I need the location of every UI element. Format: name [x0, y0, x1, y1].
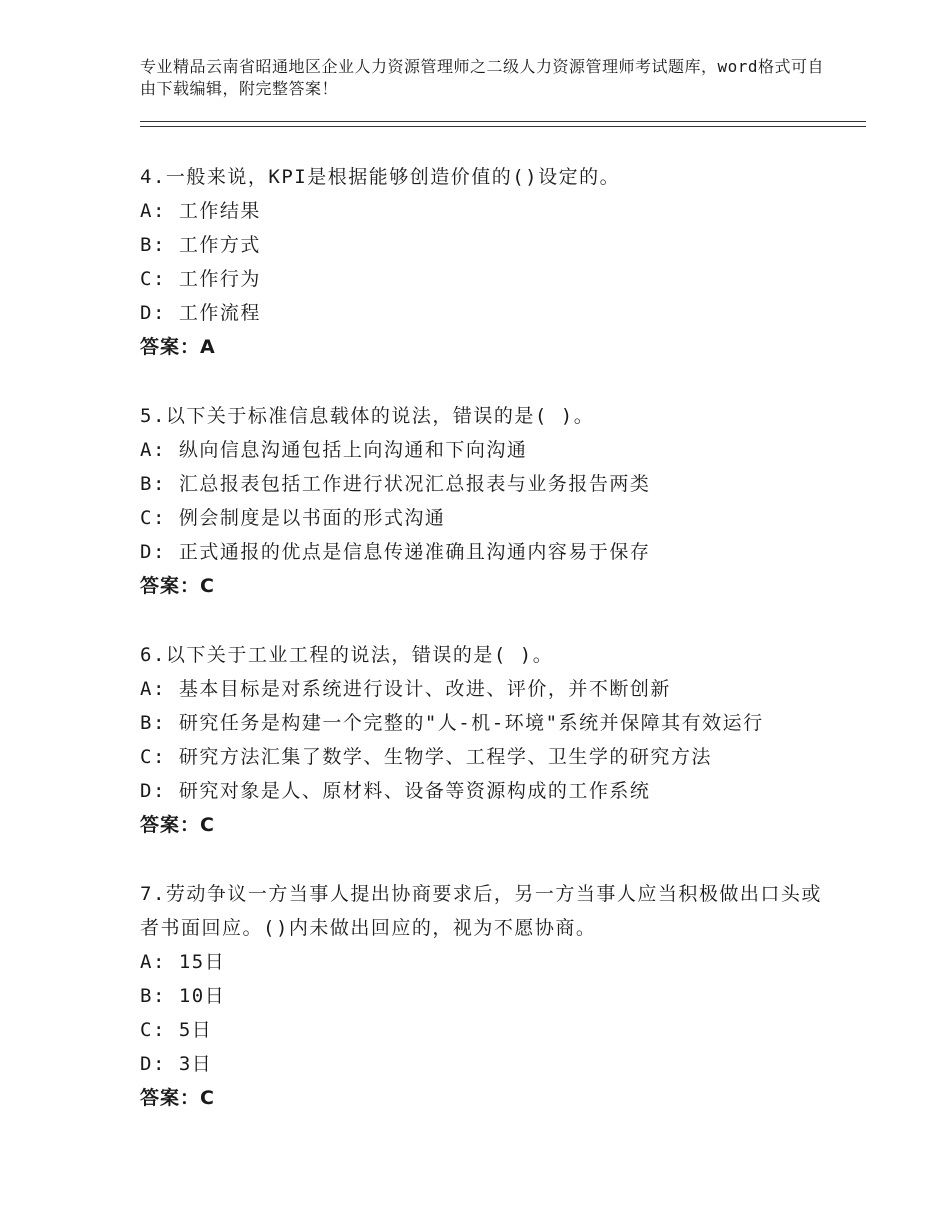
- option-c: C: 研究方法汇集了数学、生物学、工程学、卫生学的研究方法: [140, 746, 712, 768]
- question-stem: 6.以下关于工业工程的说法，错误的是( )。: [140, 644, 554, 666]
- option-c: C: 例会制度是以书面的形式沟通: [140, 507, 446, 529]
- question-stem: 4.一般来说，KPI是根据能够创造价值的()设定的。: [140, 166, 621, 188]
- option-c: C: 工作行为: [140, 268, 261, 290]
- question-4: [140, 160, 840, 364]
- answer: 答案：C: [140, 575, 215, 597]
- page-header: 专业精品云南省昭通地区企业人力资源管理师之二级人力资源管理师考试题库，word格式可自由下载编辑，附完整答案！: [140, 57, 825, 98]
- option-a: A: 基本目标是对系统进行设计、改进、评价，并不断创新: [140, 678, 671, 700]
- option-d: D: 研究对象是人、原材料、设备等资源构成的工作系统: [140, 780, 651, 802]
- answer: 答案：A: [140, 336, 216, 358]
- question-6: [140, 638, 840, 842]
- option-a: A: 工作结果: [140, 200, 261, 222]
- option-a: A: 纵向信息沟通包括上向沟通和下向沟通: [140, 439, 528, 461]
- option-d: D: 3日: [140, 1053, 213, 1075]
- question-7: [140, 877, 840, 1115]
- option-c: C: 5日: [140, 1019, 213, 1041]
- answer: 答案：C: [140, 814, 215, 836]
- option-d: D: 正式通报的优点是信息传递准确且沟通内容易于保存: [140, 541, 651, 563]
- option-b: B: 10日: [140, 985, 226, 1007]
- question-stem: 5.以下关于标准信息载体的说法，错误的是( )。: [140, 405, 595, 427]
- question-stem: 7.劳动争议一方当事人提出协商要求后，另一方当事人应当积极做出口头或者书面回应。()内未做出回应的，视为不愿协商。: [140, 883, 822, 939]
- question-5: [140, 399, 840, 603]
- option-b: B: 工作方式: [140, 234, 261, 256]
- option-b: B: 汇总报表包括工作进行状况汇总报表与业务报告两类: [140, 473, 651, 495]
- header-double-rule: [140, 121, 866, 127]
- answer: 答案：C: [140, 1087, 215, 1109]
- option-a: A: 15日: [140, 951, 226, 973]
- option-b: B: 研究任务是构建一个完整的"人-机-环境"系统并保障其有效运行: [140, 712, 764, 734]
- option-d: D: 工作流程: [140, 302, 261, 324]
